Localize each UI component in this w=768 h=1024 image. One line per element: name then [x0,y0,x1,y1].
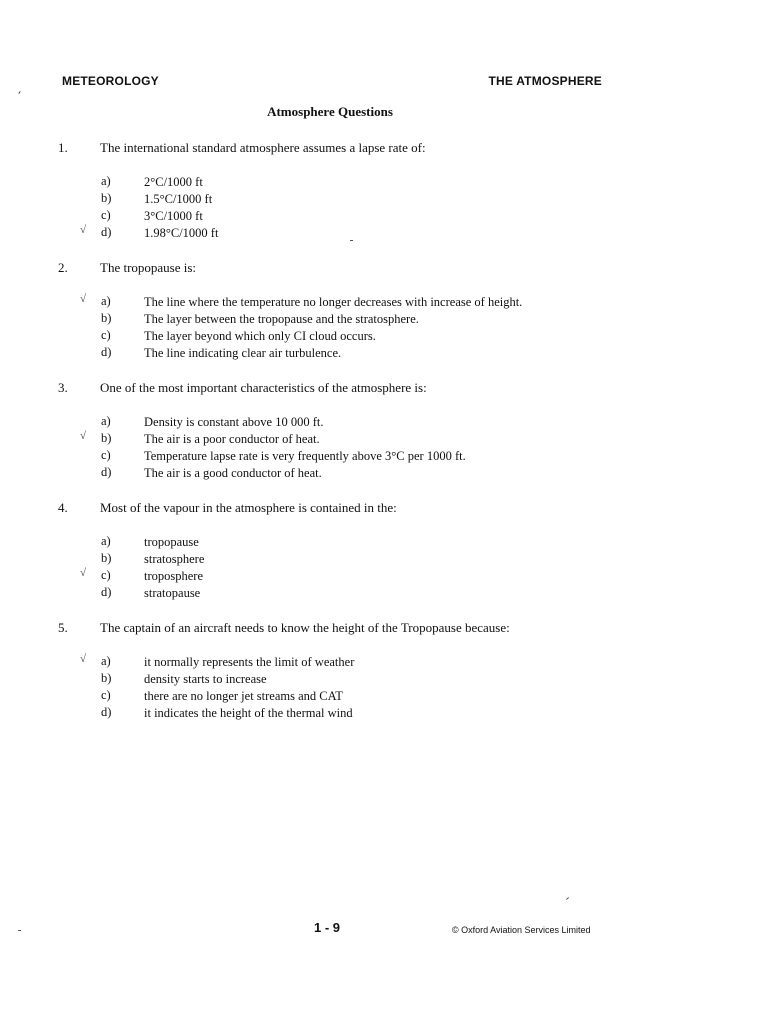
option-text: 3°C/1000 ft [144,209,203,223]
check-mark-icon: √ [80,430,87,442]
page-title: Atmosphere Questions [267,104,393,119]
option-letter: b) [101,431,112,445]
question-row [0,380,768,398]
answer-option [0,345,768,362]
option-text: stratosphere [144,552,205,566]
option-text: The layer beyond which only CI cloud occurs. [144,329,376,343]
answer-option [0,431,768,448]
scan-speck [566,897,569,900]
answer-option [0,688,768,705]
answer-option [0,294,768,311]
answer-option [0,568,768,585]
scan-speck [18,930,21,931]
question-text: Most of the vapour in the atmosphere is contained in the: [100,500,397,515]
question-number: 1. [58,140,68,155]
option-text: The air is a good conductor of heat. [144,466,322,480]
question-block [0,380,768,482]
option-text: The layer between the tropopause and the stratosphere. [144,312,419,326]
answer-option [0,311,768,328]
answer-options [0,294,768,362]
answer-options [0,654,768,722]
header-subject: METEOROLOGY [62,74,159,88]
option-text: The line indicating clear air turbulence. [144,346,342,360]
option-letter: a) [101,414,111,428]
answer-option [0,585,768,602]
check-mark-icon: √ [80,653,87,665]
question-number: 3. [58,380,68,395]
option-text: 1.5°C/1000 ft [144,192,213,206]
question-text: The international standard atmosphere assumes a lapse rate of: [100,140,426,155]
answer-options [0,414,768,482]
answer-options [0,174,768,242]
question-text: The captain of an aircraft needs to know the height of the Tropopause because: [100,620,510,635]
option-letter: c) [101,328,111,342]
question-block [0,500,768,602]
question-text: One of the most important characteristics of the atmosphere is: [100,380,427,395]
option-letter: b) [101,191,112,205]
option-letter: c) [101,688,111,702]
answer-options [0,534,768,602]
option-letter: a) [101,174,111,188]
answer-option [0,551,768,568]
option-text: it indicates the height of the thermal wind [144,706,353,720]
question-number: 2. [58,260,68,275]
option-letter: a) [101,294,111,308]
option-text: Temperature lapse rate is very frequently above 3°C per 1000 ft. [144,449,466,463]
answer-option [0,671,768,688]
option-letter: d) [101,345,112,359]
check-mark-icon: √ [80,224,87,236]
question-block [0,260,768,362]
question-row [0,140,768,158]
option-letter: b) [101,311,112,325]
check-mark-icon: √ [80,293,87,305]
answer-option [0,174,768,191]
option-text: The line where the temperature no longer decreases with increase of height. [144,295,523,309]
answer-option [0,191,768,208]
answer-option [0,465,768,482]
option-letter: b) [101,551,112,565]
option-text: 1.98°C/1000 ft [144,226,219,240]
question-number: 5. [58,620,68,635]
option-letter: d) [101,705,112,719]
option-letter: c) [101,448,111,462]
page-number: 1 - 9 [314,920,341,935]
option-text: density starts to increase [144,672,267,686]
option-text: 2°C/1000 ft [144,175,203,189]
option-letter: d) [101,225,112,239]
option-text: stratopause [144,586,201,600]
question-number: 4. [58,500,68,515]
check-mark-icon: √ [80,567,87,579]
answer-option [0,705,768,722]
question-list [0,140,768,740]
option-text: The air is a poor conductor of heat. [144,432,320,446]
question-row [0,620,768,638]
question-block [0,620,768,722]
scan-speck [18,91,20,94]
option-text: troposphere [144,569,204,583]
answer-option [0,414,768,431]
question-row [0,500,768,518]
copyright-notice: © Oxford Aviation Services Limited [452,925,591,935]
option-letter: d) [101,465,112,479]
option-letter: c) [101,208,111,222]
option-letter: d) [101,585,112,599]
option-text: it normally represents the limit of weather [144,655,355,669]
answer-option [0,328,768,345]
option-letter: a) [101,534,111,548]
question-block [0,140,768,242]
option-letter: c) [101,568,111,582]
option-letter: a) [101,654,111,668]
question-row [0,260,768,278]
option-text: Density is constant above 10 000 ft. [144,415,324,429]
option-text: there are no longer jet streams and CAT [144,689,343,703]
answer-option [0,654,768,671]
option-letter: b) [101,671,112,685]
answer-option [0,225,768,242]
header-chapter: THE ATMOSPHERE [488,74,602,88]
answer-option [0,208,768,225]
question-text: The tropopause is: [100,260,197,275]
answer-option [0,448,768,465]
scan-speck [350,240,353,241]
answer-option [0,534,768,551]
option-text: tropopause [144,535,199,549]
